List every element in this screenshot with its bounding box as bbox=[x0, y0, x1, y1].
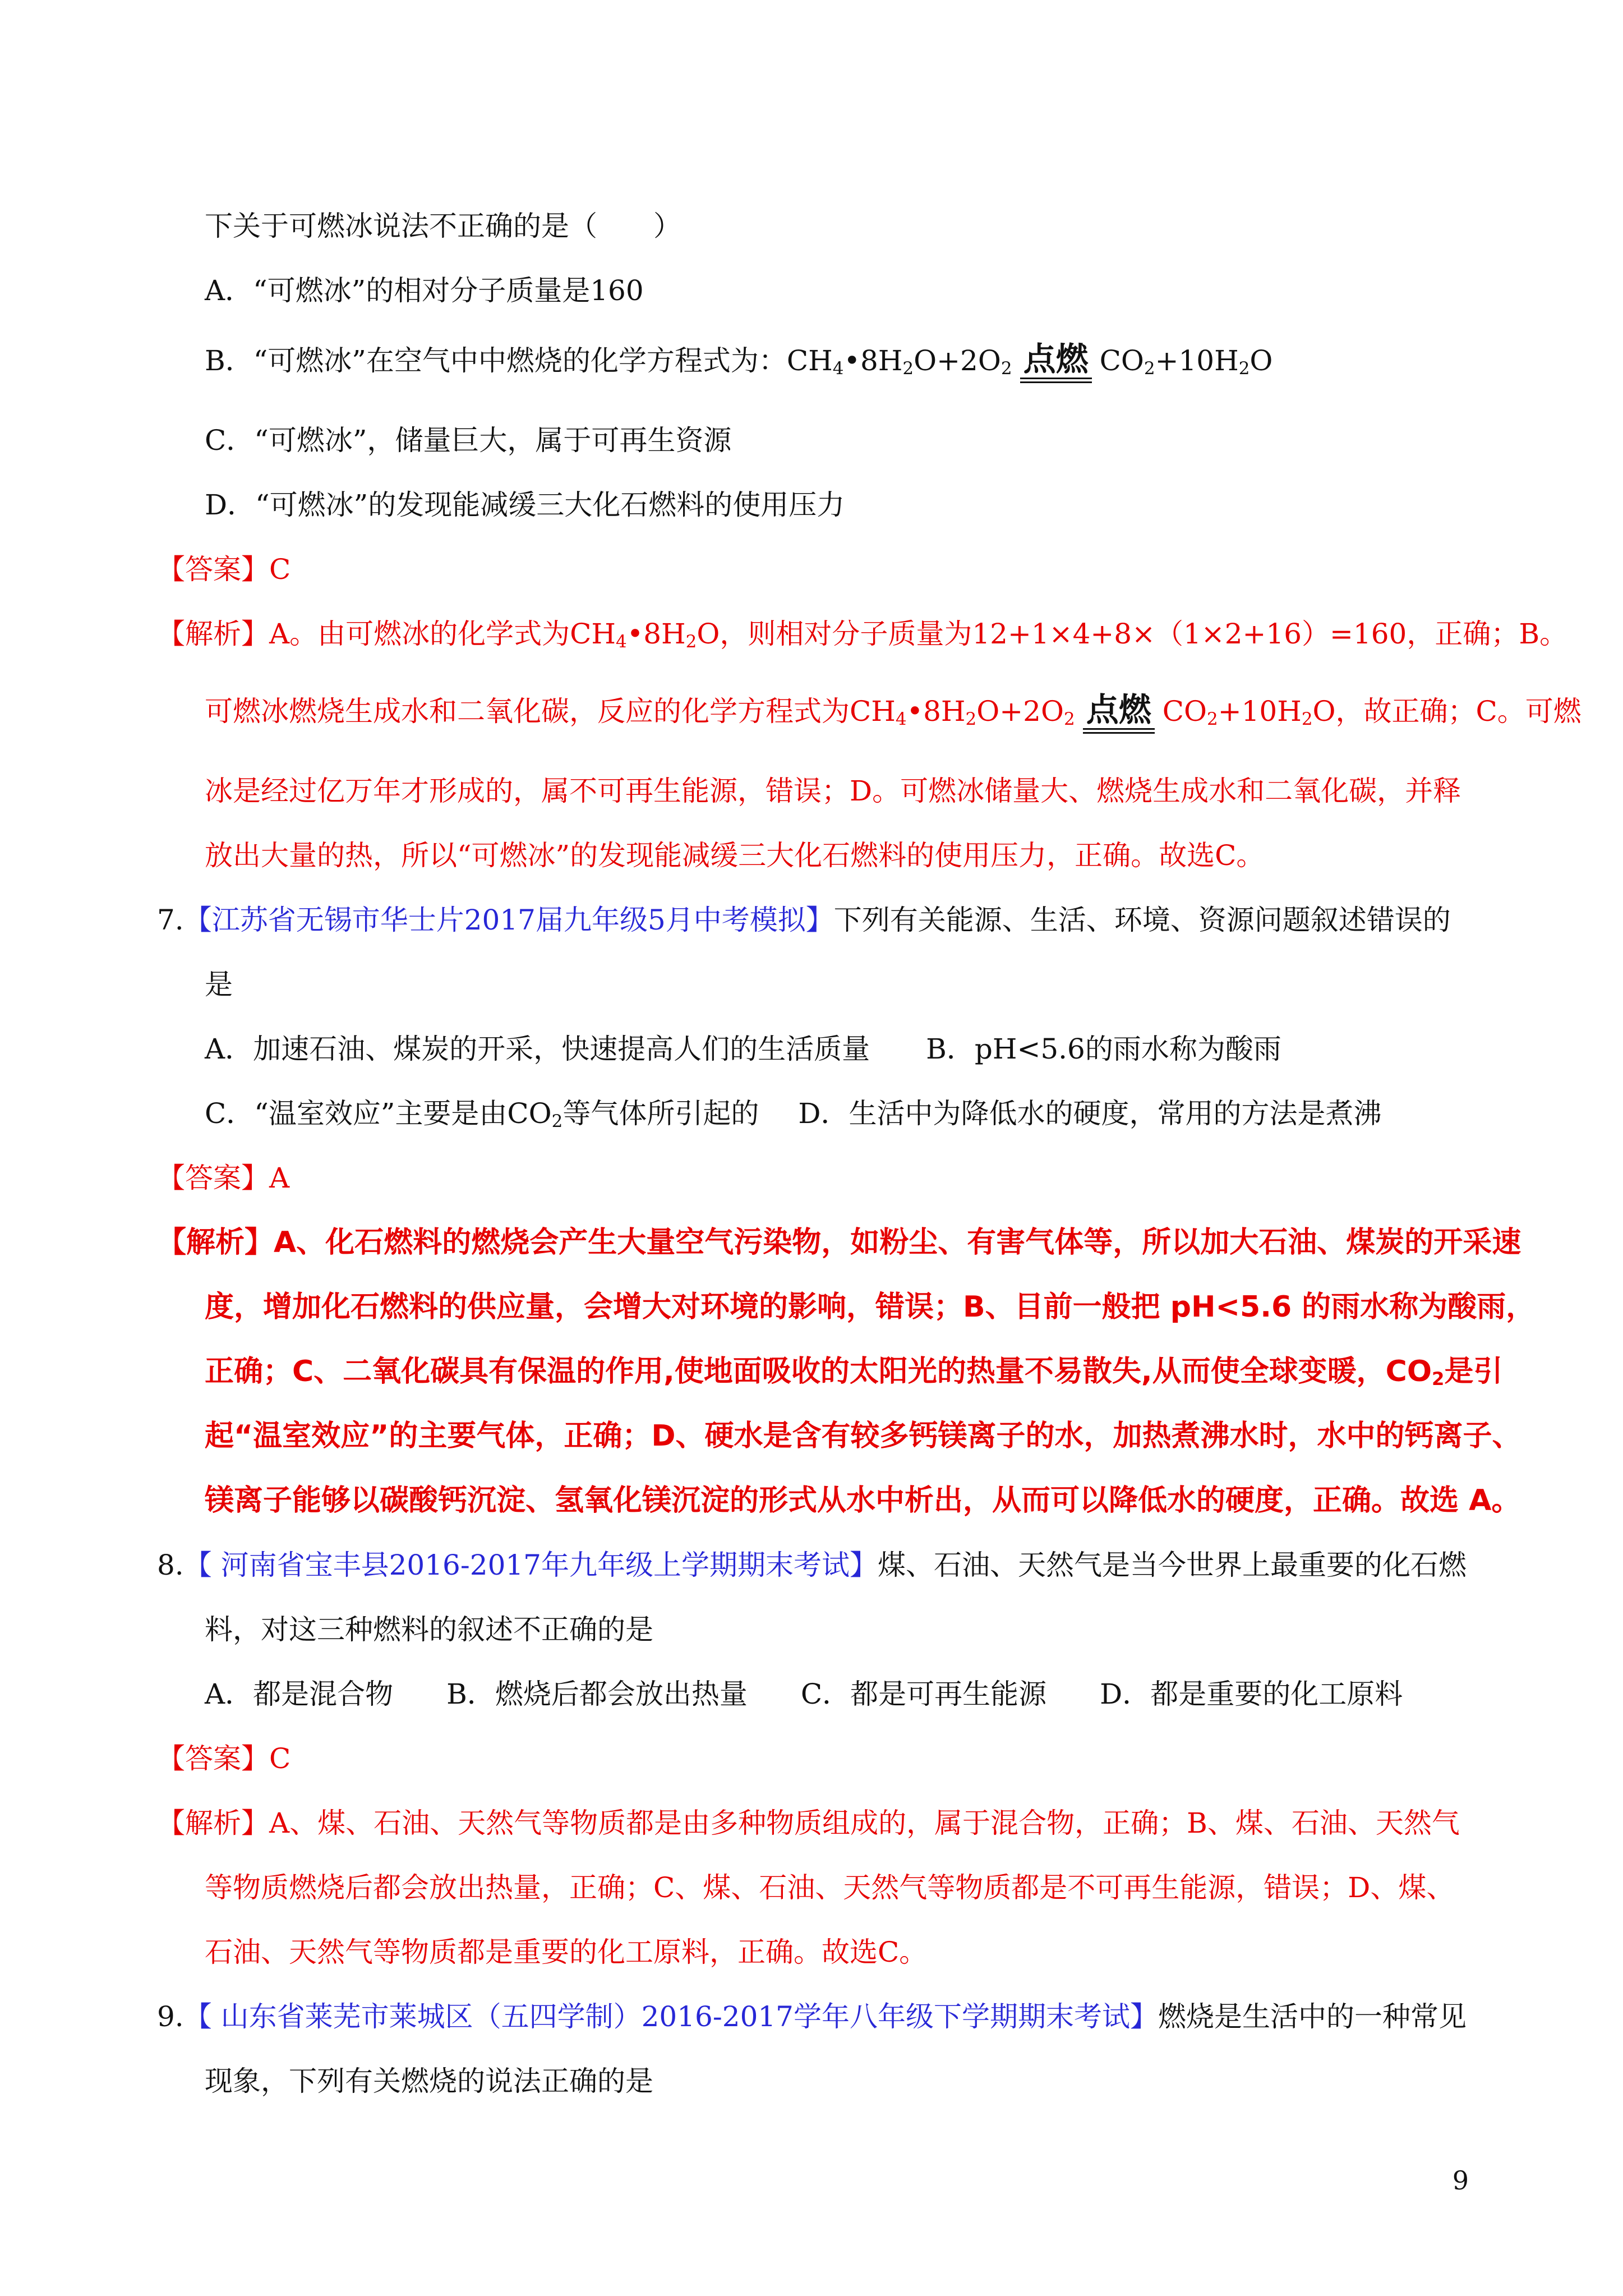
ignite-condition: 点燃 bbox=[1083, 690, 1155, 729]
q8-stem-line-2: 料，对这三种燃料的叙述不正确的是 bbox=[205, 1613, 653, 1646]
q6-option-d: D．“可燃冰”的发现能减缓三大化石燃料的使用压力 bbox=[205, 489, 845, 521]
q8-options: A．都是混合物 B．燃烧后都会放出热量 C．都是可再生能源 D．都是重要的化工原料 bbox=[205, 1678, 1403, 1710]
q7-stem-line-1: 7.【江苏省无锡市华士片2017届九年级5月中考模拟】下列有关能源、生活、环境、资源问题叙述错误的 bbox=[157, 904, 1451, 936]
q8-answer: 【答案】C bbox=[157, 1742, 291, 1775]
q7-answer: 【答案】A bbox=[157, 1162, 290, 1194]
q6-answer: 【答案】C bbox=[157, 553, 291, 586]
q8-analysis-line-1: 【解析】A、煤、石油、天然气等物质都是由多种物质组成的，属于混合物，正确；B、煤、石油、天然气 bbox=[157, 1807, 1460, 1839]
q6-analysis-line-3: 冰是经过亿万年才形成的，属不可再生能源，错误；D。可燃冰储量大、燃烧生成水和二氧化碳，并释 bbox=[205, 775, 1461, 807]
q6-option-b: B．“可燃冰”在空气中中燃烧的化学方程式为：$CH_4•8H_2O+2O_2$ 点燃 $CO_2+10H_2O$ bbox=[205, 340, 1273, 379]
q6-analysis-line-2: 可燃冰燃烧生成水和二氧化碳，反应的化学方程式为$CH_4•8H_2O+2O_2$ 点燃 $CO_2+10H_2O$，故正确；C。可燃 bbox=[205, 691, 1581, 729]
q7-analysis-line-3: 正确；C、二氧化碳具有保温的作用,使地面吸收的太阳光的热量不易散失,从而使全球变暖，$CO_2$是引 bbox=[205, 1355, 1503, 1390]
q6-stem: 下关于可燃冰说法不正确的是（ ） bbox=[205, 210, 681, 242]
q7-options-cd: C．“温室效应”主要是由$CO_2$等气体所引起的 D．生活中为降低水的硬度，常用的方法是煮沸 bbox=[205, 1097, 1382, 1131]
q6-analysis-line-1: 【解析】A。由可燃冰的化学式为$CH_4•8H_2O$，则相对分子质量为12+1×4+8×（1×2+16）=160，正确；B。 bbox=[157, 618, 1568, 652]
q7-analysis-line-4: 起“温室效应”的主要气体，正确；D、硬水是含有较多钙镁离子的水，加热煮沸水时，水中的钙离子、 bbox=[205, 1419, 1521, 1453]
q8-source: 【 河南省宝丰县2016-2017年九年级上学期期末考试】 bbox=[183, 1549, 878, 1581]
q7-options-ab: A．加速石油、煤炭的开采，快速提高人们的生活质量 B．pH<5.6的雨水称为酸雨 bbox=[205, 1033, 1281, 1065]
q8-analysis-line-2: 等物质燃烧后都会放出热量，正确；C、煤、石油、天然气等物质都是不可再生能源，错误；D、煤、 bbox=[205, 1871, 1455, 1904]
q7-analysis-line-5: 镁离子能够以碳酸钙沉淀、氢氧化镁沉淀的形式从水中析出，从而可以降低水的硬度，正确。故选 A。 bbox=[205, 1484, 1521, 1517]
q8-analysis-line-3: 石油、天然气等物质都是重要的化工原料，正确。故选C。 bbox=[205, 1936, 928, 1968]
ignite-condition: 点燃 bbox=[1020, 339, 1092, 379]
q6-analysis-line-4: 放出大量的热，所以“可燃冰”的发现能减缓三大化石燃料的使用压力，正确。故选C。 bbox=[205, 839, 1265, 872]
q7-source: 【江苏省无锡市华士片2017届九年级5月中考模拟】 bbox=[183, 904, 834, 936]
q9-source: 【 山东省莱芜市莱城区（五四学制）2016-2017学年八年级下学期期末考试】 bbox=[183, 2000, 1158, 2033]
q9-stem-line-2: 现象，下列有关燃烧的说法正确的是 bbox=[205, 2065, 653, 2097]
q6-option-c: C．“可燃冰”，储量巨大，属于可再生资源 bbox=[205, 424, 732, 457]
q7-stem-line-2: 是 bbox=[205, 968, 233, 1001]
q8-stem-line-1: 8.【 河南省宝丰县2016-2017年九年级上学期期末考试】煤、石油、天然气是当今世界上最重要的化石燃 bbox=[157, 1549, 1467, 1581]
q7-analysis-line-1: 【解析】A、化石燃料的燃烧会产生大量空气污染物，如粉尘、有害气体等，所以加大石油、煤炭的开采速 bbox=[157, 1226, 1521, 1259]
q9-stem-line-1: 9.【 山东省莱芜市莱城区（五四学制）2016-2017学年八年级下学期期末考试】燃烧是生活中的一种常见 bbox=[157, 2000, 1467, 2033]
page-number: 9 bbox=[1452, 2165, 1469, 2196]
q6-option-a: A．“可燃冰”的相对分子质量是160 bbox=[205, 274, 644, 307]
q7-analysis-line-2: 度，增加化石燃料的供应量，会增大对环境的影响，错误；B、目前一般把 pH<5.6 的雨水称为酸雨， bbox=[205, 1290, 1536, 1324]
